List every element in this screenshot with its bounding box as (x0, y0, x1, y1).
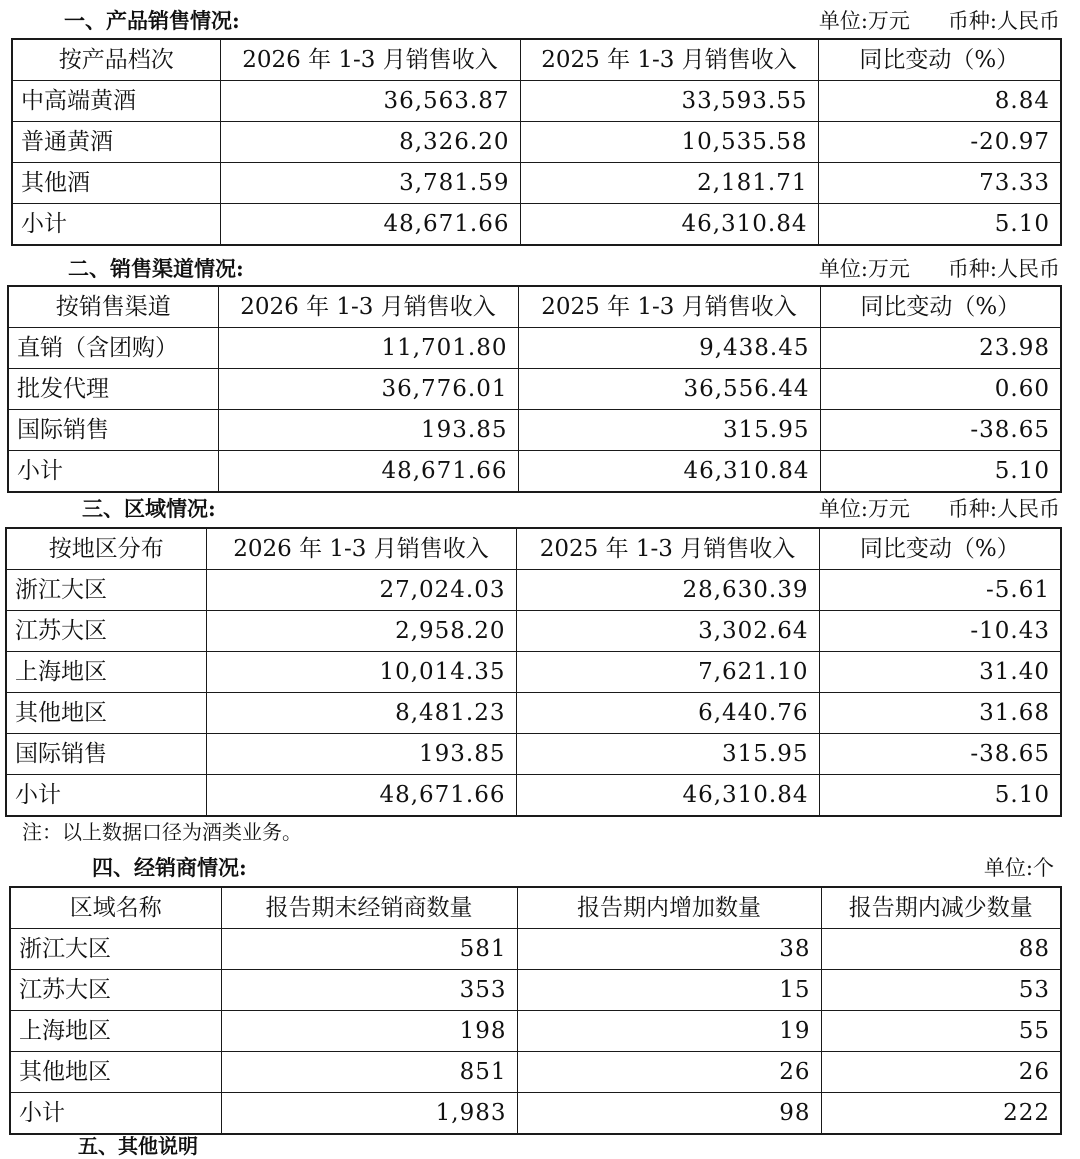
cell-value: 8,326.20 (220, 122, 520, 163)
cell-value: 55 (821, 1011, 1061, 1052)
cell-value: -20.97 (818, 122, 1061, 163)
unit-currency-label (819, 6, 1060, 36)
section-title: 二、销售渠道情况: (68, 256, 244, 281)
cell-value: 198 (221, 1011, 517, 1052)
cell-value: 88 (821, 929, 1061, 970)
table-header-row (10, 887, 1061, 929)
table-row (8, 369, 1061, 410)
section-header (20, 853, 1054, 883)
cell-value: 7,621.10 (516, 652, 819, 693)
cell-value: 36,556.44 (518, 369, 820, 410)
cell-value: 73.33 (818, 163, 1061, 204)
cell-value: 23.98 (820, 328, 1061, 369)
cell-value: 38 (517, 929, 821, 970)
column-header: 按产品档次 (12, 39, 220, 81)
row-label: 小计 (8, 451, 218, 493)
cell-value: 353 (221, 970, 517, 1011)
row-label: 小计 (6, 775, 206, 817)
cell-value: 9,438.45 (518, 328, 820, 369)
row-label: 小计 (10, 1093, 221, 1135)
section-header (20, 254, 1060, 284)
cell-value: 53 (821, 970, 1061, 1011)
table-row (10, 1052, 1061, 1093)
cell-value: 3,781.59 (220, 163, 520, 204)
cell-value: 26 (821, 1052, 1061, 1093)
cell-value: 8.84 (818, 81, 1061, 122)
row-label: 普通黄酒 (12, 122, 220, 163)
row-label: 其他地区 (6, 693, 206, 734)
cell-value: 11,701.80 (218, 328, 518, 369)
currency-label: 币种:人民币 (947, 9, 1060, 33)
cell-value: 5.10 (820, 451, 1061, 493)
currency-label: 币种:人民币 (947, 497, 1060, 521)
table-row (6, 570, 1061, 611)
cell-value: 15 (517, 970, 821, 1011)
table-row (6, 611, 1061, 652)
cell-value: 10,014.35 (206, 652, 516, 693)
subtotal-row (8, 451, 1061, 493)
subtotal-row (12, 204, 1061, 246)
table-row (12, 122, 1061, 163)
cell-value: 27,024.03 (206, 570, 516, 611)
cell-value: 2,958.20 (206, 611, 516, 652)
unit-label: 单位:个 (983, 856, 1054, 880)
row-label: 直销（含团购） (8, 328, 218, 369)
column-header: 2026 年 1-3 月销售收入 (206, 528, 516, 570)
cell-value: 193.85 (206, 734, 516, 775)
row-label: 上海地区 (6, 652, 206, 693)
unit-currency-label (819, 254, 1060, 284)
cell-value: 5.10 (819, 775, 1061, 817)
section-header (20, 494, 1060, 524)
section-title: 四、经销商情况: (92, 855, 247, 880)
cell-value: 6,440.76 (516, 693, 819, 734)
column-header: 区域名称 (10, 887, 221, 929)
cell-value: 48,671.66 (220, 204, 520, 246)
footnote: 注：以上数据口径为酒类业务。 (22, 820, 302, 844)
table-header-row (6, 528, 1061, 570)
column-header: 2025 年 1-3 月销售收入 (520, 39, 818, 81)
column-header: 按地区分布 (6, 528, 206, 570)
subtotal-row (10, 1093, 1061, 1135)
column-header: 2025 年 1-3 月销售收入 (518, 286, 820, 328)
unit-label: 单位:万元 (818, 9, 910, 33)
table-row (6, 652, 1061, 693)
column-header: 同比变动（%） (819, 528, 1061, 570)
row-label: 国际销售 (8, 410, 218, 451)
cell-value: 8,481.23 (206, 693, 516, 734)
row-label: 上海地区 (10, 1011, 221, 1052)
cell-value: 36,563.87 (220, 81, 520, 122)
cell-value: 48,671.66 (218, 451, 518, 493)
column-header: 2026 年 1-3 月销售收入 (218, 286, 518, 328)
cell-value: 48,671.66 (206, 775, 516, 817)
section-title: 一、产品销售情况: (64, 8, 240, 33)
cell-value: -10.43 (819, 611, 1061, 652)
currency-label: 币种:人民币 (947, 257, 1060, 281)
cell-value: 2,181.71 (520, 163, 818, 204)
column-header: 同比变动（%） (818, 39, 1061, 81)
table-row (8, 410, 1061, 451)
cell-value: 1,983 (221, 1093, 517, 1135)
cell-value: 46,310.84 (516, 775, 819, 817)
row-label: 中高端黄酒 (12, 81, 220, 122)
table-row (10, 929, 1061, 970)
cell-value: -5.61 (819, 570, 1061, 611)
cell-value: 28,630.39 (516, 570, 819, 611)
distributor-table (9, 886, 1062, 1135)
row-label: 浙江大区 (6, 570, 206, 611)
cell-value: 222 (821, 1093, 1061, 1135)
table-row (12, 81, 1061, 122)
row-label: 国际销售 (6, 734, 206, 775)
row-label: 浙江大区 (10, 929, 221, 970)
column-header: 报告期内增加数量 (517, 887, 821, 929)
subtotal-row (6, 775, 1061, 817)
cell-value: 581 (221, 929, 517, 970)
table-header-row (8, 286, 1061, 328)
sales-channel-table (7, 285, 1062, 493)
product-sales-table (11, 38, 1062, 246)
cell-value: 19 (517, 1011, 821, 1052)
table-header-row (12, 39, 1061, 81)
cell-value: 315.95 (516, 734, 819, 775)
section-header (20, 6, 1060, 36)
cell-value: 0.60 (820, 369, 1061, 410)
cell-value: 3,302.64 (516, 611, 819, 652)
column-header: 2025 年 1-3 月销售收入 (516, 528, 819, 570)
cell-value: 46,310.84 (518, 451, 820, 493)
section-title: 三、区域情况: (82, 496, 216, 521)
table-row (10, 1011, 1061, 1052)
row-label: 其他酒 (12, 163, 220, 204)
table-row (8, 328, 1061, 369)
cell-value: 31.68 (819, 693, 1061, 734)
column-header: 同比变动（%） (820, 286, 1061, 328)
cell-value: 10,535.58 (520, 122, 818, 163)
next-section-title: 五、其他说明 (78, 1134, 198, 1158)
column-header: 按销售渠道 (8, 286, 218, 328)
cell-value: 98 (517, 1093, 821, 1135)
row-label: 江苏大区 (6, 611, 206, 652)
cell-value: 193.85 (218, 410, 518, 451)
cell-value: 36,776.01 (218, 369, 518, 410)
table-row (6, 734, 1061, 775)
cell-value: -38.65 (820, 410, 1061, 451)
unit-label: 单位:万元 (818, 257, 910, 281)
column-header: 报告期末经销商数量 (221, 887, 517, 929)
cell-value: 5.10 (818, 204, 1061, 246)
table-row (12, 163, 1061, 204)
cell-value: 31.40 (819, 652, 1061, 693)
table-row (6, 693, 1061, 734)
row-label: 小计 (12, 204, 220, 246)
table-row (10, 970, 1061, 1011)
cell-value: 315.95 (518, 410, 820, 451)
region-sales-table (5, 527, 1062, 817)
column-header: 2026 年 1-3 月销售收入 (220, 39, 520, 81)
column-header: 报告期内减少数量 (821, 887, 1061, 929)
unit-currency-label (819, 494, 1060, 524)
cell-value: 851 (221, 1052, 517, 1093)
row-label: 其他地区 (10, 1052, 221, 1093)
cell-value: -38.65 (819, 734, 1061, 775)
cell-value: 26 (517, 1052, 821, 1093)
cell-value: 46,310.84 (520, 204, 818, 246)
row-label: 江苏大区 (10, 970, 221, 1011)
row-label: 批发代理 (8, 369, 218, 410)
unit-label: 单位:万元 (818, 497, 910, 521)
cell-value: 33,593.55 (520, 81, 818, 122)
